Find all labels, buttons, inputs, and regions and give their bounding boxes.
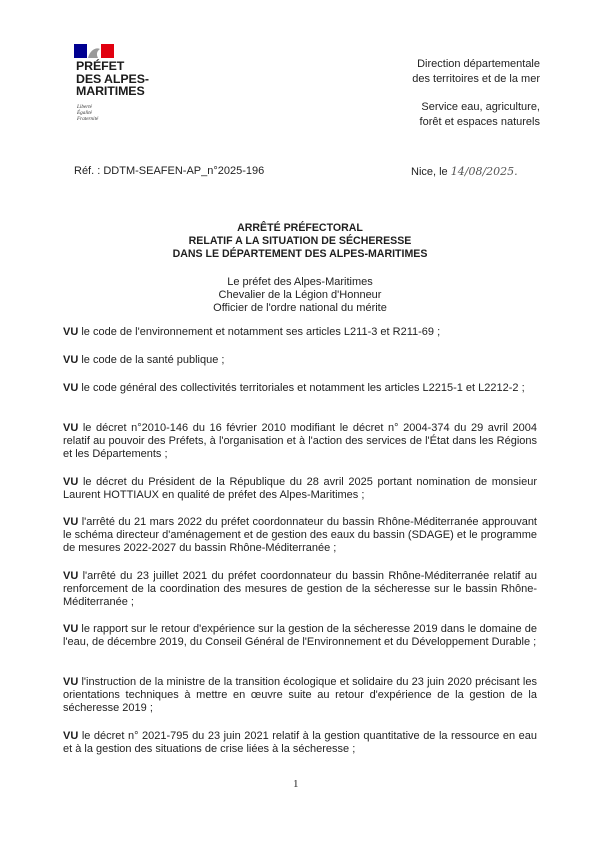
visa-paragraph (63, 382, 537, 395)
visa-paragraph (63, 676, 537, 716)
motto-line: Égalité (77, 110, 92, 117)
visa-text: l'arrêté du 21 mars 2022 du préfet coordonnateur du bassin Rhône-Méditerranée approuvant le schéma directeur d'aménagement et de gestion des eaux du bassin (SDAGE) et le programme de mesures 2022-2027 du bassin Rhône-Méditerranée ; (63, 516, 537, 555)
vu-keyword: VU (63, 326, 79, 338)
visa-paragraph (63, 730, 537, 756)
vu-keyword: VU (63, 730, 79, 742)
page-number: 1 (293, 778, 299, 790)
handwritten-date: 14/08/2025. (450, 165, 518, 178)
visa-paragraph (63, 326, 537, 339)
prefet-line: Chevalier de la Légion d'Honneur (218, 289, 382, 301)
vu-keyword: VU (63, 676, 79, 688)
visa-paragraph (63, 516, 537, 556)
motto-line: Liberté (77, 104, 92, 110)
direction-block (412, 57, 540, 86)
title-line: RELATIF A LA SITUATION DE SÉCHERESSE (188, 235, 412, 248)
logo-text (76, 60, 149, 98)
visa-text: le code de l'environnement et notamment ses articles L211-3 et R211-69 ; (81, 326, 441, 338)
prefet-identity (58, 276, 542, 315)
vu-keyword: VU (63, 516, 79, 528)
direction-line: Direction départementale (417, 58, 540, 70)
motto-line: Fraternité (77, 116, 99, 123)
visa-text: l'instruction de la ministre de la transition écologique et solidaire du 23 juin 2020 précisant les orientations techniques à mettre en œuvre suite au retour d'expérience de la gestion de la sécheresse 2019 ; (63, 676, 537, 715)
visa-text: le décret du Président de la République du 28 avril 2025 portant nomination de monsieur Laurent HOTTIAUX en qualité de préfet des Alpes-Maritimes ; (63, 476, 537, 502)
vu-keyword: VU (63, 570, 79, 582)
title-line: DANS LE DÉPARTEMENT DES ALPES-MARITIMES (172, 248, 428, 261)
republic-motto (77, 104, 98, 123)
visa-paragraph (63, 422, 537, 462)
visa-text: le code général des collectivités territoriales et notamment les articles L2215-1 et L2212-2 ; (81, 382, 525, 394)
place-date (411, 165, 518, 178)
logo-line: PRÉFET (76, 59, 125, 73)
title-line: ARRÊTÉ PRÉFECTORAL (237, 222, 363, 234)
visa-paragraph (63, 476, 537, 502)
vu-keyword: VU (63, 422, 79, 434)
prefet-line: Le préfet des Alpes-Maritimes (227, 276, 373, 288)
direction-line: des territoires et de la mer (412, 72, 540, 85)
vu-keyword: VU (63, 382, 79, 394)
visa-text: le décret n°2010-146 du 16 février 2010 modifiant le décret n° 2004-374 du 29 avril 2004 relatif au pouvoir des Préfets, à l'organisation et à l'action des services de l'État dans les Régions et les Départements ; (63, 422, 537, 461)
document-title (58, 222, 542, 262)
visa-text: le rapport sur le retour d'expérience sur la gestion de la sécheresse 2019 dans le domaine de l'eau, de décembre 2019, du Conseil Général de l'Environnement et du Développement Durable ; (63, 623, 537, 649)
visa-text: l'arrêté du 23 juillet 2021 du préfet coordonnateur du bassin Rhône-Méditerranée relatif au renforcement de la coordination des mesures de gestion de la sécheresse sur le bassin Rhône-Méditerranée ; (63, 570, 537, 609)
logo-line: MARITIMES (76, 84, 145, 99)
marianne-logo-icon (74, 44, 114, 58)
service-line: forêt et espaces naturels (419, 115, 540, 128)
visa-paragraph (63, 570, 537, 610)
visa-paragraph (63, 354, 537, 367)
vu-keyword: VU (63, 623, 79, 635)
prefet-line: Officier de l'ordre national du mérite (213, 302, 387, 314)
visa-text: le décret n° 2021-795 du 23 juin 2021 relatif à la gestion quantitative de la ressource en eau et à la gestion des situations de crise liées à la sécheresse ; (63, 730, 537, 756)
service-line: Service eau, agriculture, (421, 101, 540, 113)
visa-text: le code de la santé publique ; (81, 354, 225, 366)
reference: Réf. : DDTM-SEAFEN-AP_n°2025-196 (74, 165, 265, 177)
vu-keyword: VU (63, 354, 79, 366)
visa-paragraph (63, 623, 537, 649)
logo-line: DES ALPES- (76, 71, 149, 86)
vu-keyword: VU (63, 476, 79, 488)
service-block (420, 100, 540, 129)
place: Nice, le (411, 166, 448, 178)
